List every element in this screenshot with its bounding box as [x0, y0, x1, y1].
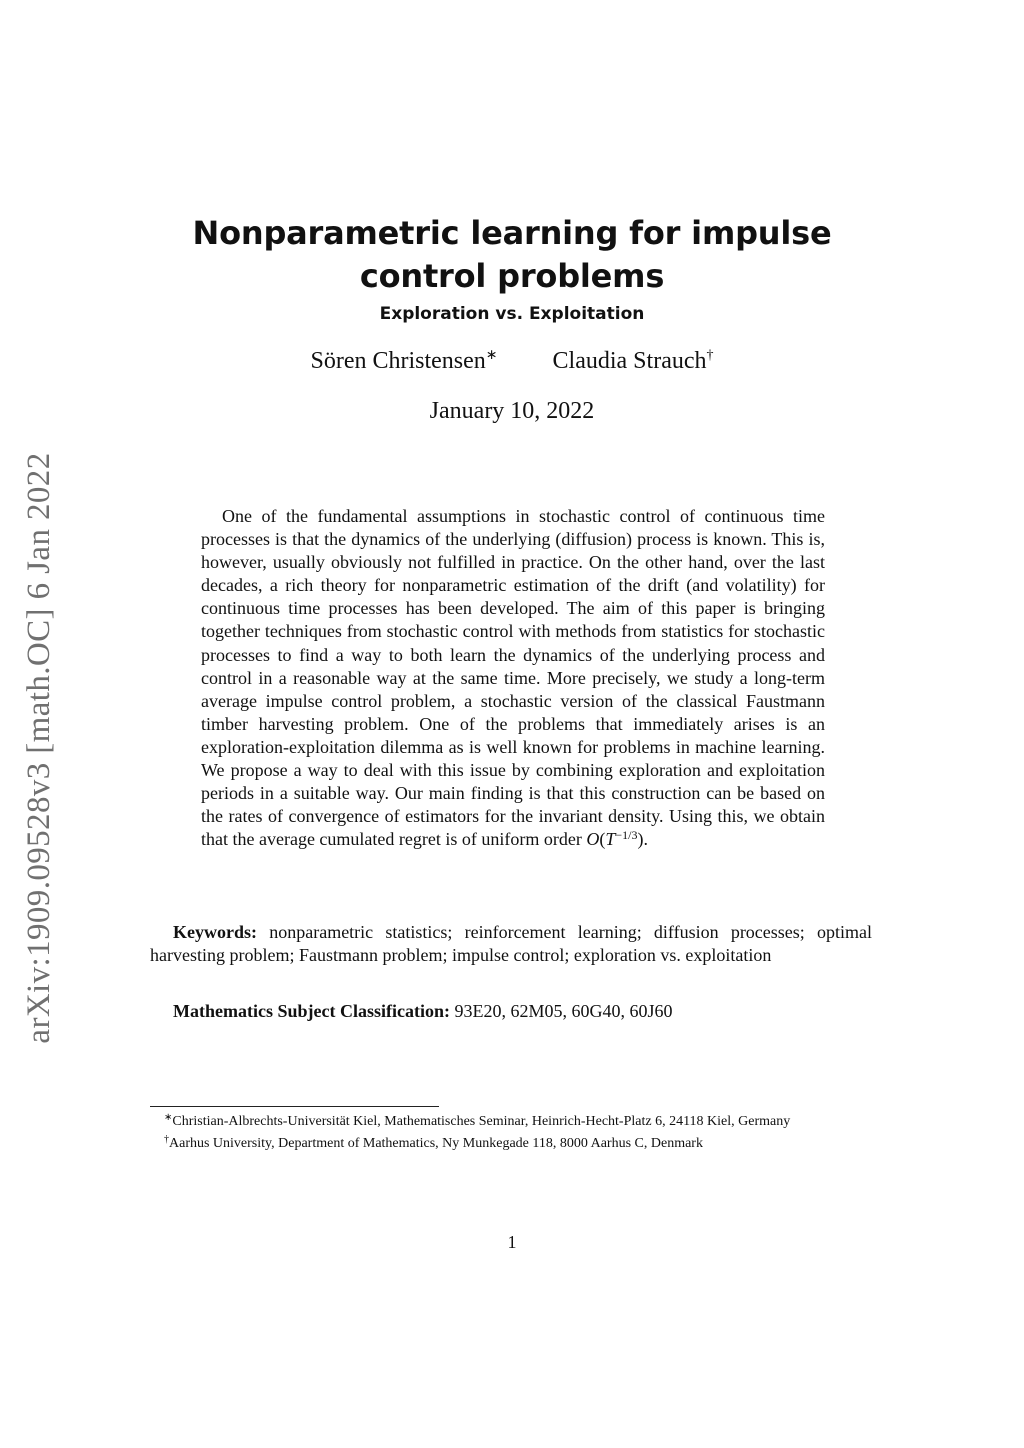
- paper-subtitle: Exploration vs. Exploitation: [379, 304, 645, 324]
- footnote-text: Christian-Albrechts-Universität Kiel, Mathematisches Seminar, Heinrich-Hecht-Platz 6, 24118 Kiel, Germany: [172, 1114, 791, 1129]
- formula-variable-t: T: [605, 829, 616, 850]
- author-strauch: [553, 346, 714, 376]
- big-o-symbol: O: [586, 829, 600, 850]
- footnote-mark: †: [164, 1134, 169, 1145]
- keywords: [150, 921, 872, 967]
- keywords-text: nonparametric statistics; reinforcement learning; diffusion processes; optimal harvesting problem; Faustmann problem; impulse control; exploration vs. exploitation: [150, 922, 872, 966]
- abstract-text: One of the fundamental assumptions in stochastic control of continuous time processes is that the dynamics of the underlying (diffusion) process is known. This is, however, usually obviously not fulfilled in practice. On the other hand, over the last decades, a rich theory for nonparametric estimation of the drift (and volatility) for continuous time processes has been developed. The aim of this paper is bringing together techniques from stochastic control with methods from statistics for stochastic processes to find a way to both learn the dynamics of the underlying process and control in a reasonable way at the same time. More precisely, we study a long-term average impulse control problem, a stochastic version of the classical Faustmann timber harvesting problem. One of the problems that immediately arises is an exploration-exploitation dilemma as is well known for problems in machine learning. We propose a way to deal with this issue by combining exploration and exploitation periods in a suitable way. Our main finding is that this construction can be based on the rates of convergence of estimators for the invariant density. Using this, we obtain that the average cumulated regret is of uniform order: [201, 506, 825, 850]
- footnote-text: Aarhus University, Department of Mathematics, Ny Munkegade 118, 8000 Aarhus C, Denmark: [169, 1136, 703, 1151]
- footnote-mark: ∗: [164, 1112, 173, 1123]
- footnote-divider: [150, 1106, 439, 1107]
- formula-paren-open: (: [599, 829, 606, 850]
- footnote-affiliation-kiel: [150, 1112, 872, 1131]
- footnote-mark: †: [706, 348, 714, 363]
- formula-paren-close: ).: [637, 829, 648, 850]
- footnote-mark: ∗: [485, 348, 498, 363]
- paper-title: Nonparametric learning for impulse control problems: [192, 214, 832, 295]
- arxiv-stamp: [19, 438, 59, 1058]
- msc-label: Mathematics Subject Classification:: [173, 1001, 450, 1021]
- keywords-label: Keywords:: [173, 922, 257, 942]
- author-christensen: [310, 346, 497, 376]
- author-name: Sören Christensen: [310, 348, 486, 374]
- abstract: [201, 505, 825, 851]
- author-name: Claudia Strauch: [552, 348, 707, 374]
- msc-classification: [150, 1000, 872, 1023]
- msc-codes: 93E20, 62M05, 60G40, 60J60: [454, 1001, 673, 1021]
- author-list: [150, 346, 874, 376]
- paper-date: January 10, 2022: [429, 398, 595, 424]
- page-number: 1: [507, 1232, 517, 1252]
- footnote-affiliation-aarhus: [150, 1134, 872, 1153]
- arxiv-identifier: arXiv:1909.09528v3 [math.OC] 6 Jan 2022: [21, 452, 57, 1044]
- footnotes: [150, 1112, 872, 1156]
- formula-exponent: −1/3: [615, 828, 638, 843]
